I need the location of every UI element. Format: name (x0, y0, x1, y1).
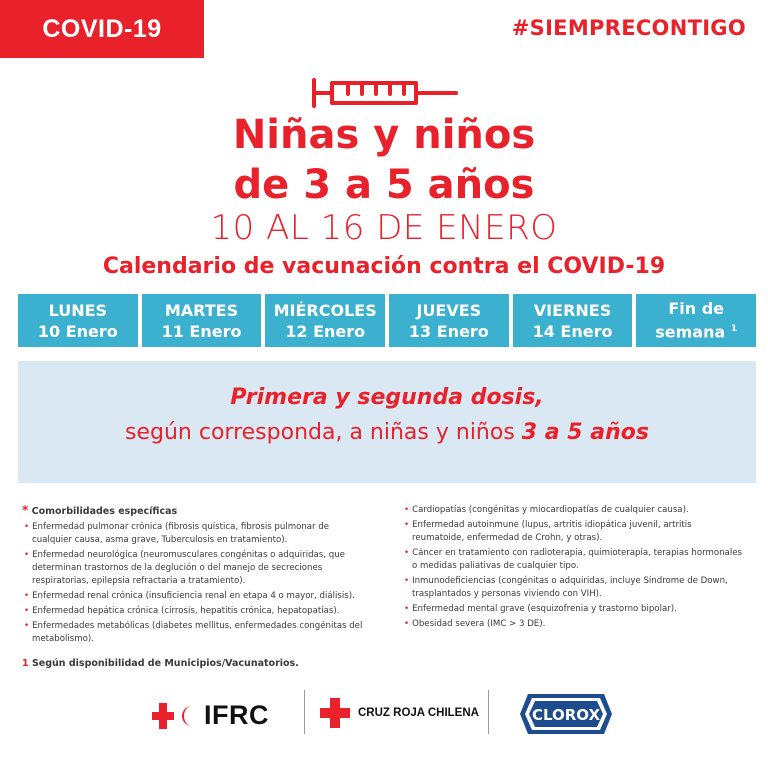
day-date-weekend (636, 319, 756, 342)
list-item: • Inmunodeficiencias (congénitas o adquiridas, incluye Síndrome de Down, trasplantados y personas viviendo con VIH). (402, 575, 742, 601)
list-item: • Enfermedad renal crónica (insuficiencia renal en etapa 4 o mayor, diálisis). (22, 590, 370, 603)
dose-line-1: Primera y segunda dosis, (230, 385, 544, 410)
day-friday (513, 294, 633, 347)
footnote-text: Según disponibilidad de Municipios/Vacunatorios. (31, 658, 299, 669)
date-range: 10 AL 16 DE ENERO (210, 208, 558, 248)
cruz-roja-text: CRUZ ROJA CHILENA (358, 707, 479, 719)
list-item: • Cáncer en tratamiento con radioterapia, quimioterapia, terapias hormonales o medidas paliativas de cualquier tipo. (402, 547, 742, 573)
day-name: LUNES (48, 300, 108, 320)
list-item: • Obesidad severa (IMC > 3 DE). (402, 618, 742, 631)
cruz-roja-logo (320, 698, 479, 728)
day-name: MARTES (164, 300, 239, 320)
day-name: VIERNES (533, 300, 612, 320)
day-name: Fin de (668, 299, 725, 319)
list-item: • Cardiopatías (congénitas y miocardiopatías de cualquier causa). (402, 504, 742, 517)
footnote (22, 658, 299, 669)
comorbidities-title-text: Comorbilidades específicas (31, 506, 178, 517)
day-date: 13 Enero (408, 321, 489, 341)
day-monday (18, 294, 138, 347)
clorox-text: CLOROX (531, 706, 601, 724)
list-item: • Enfermedad hepática crónica (cirrosis, hepatitis crónica, hepatopatías). (22, 605, 370, 618)
logo-divider (488, 690, 489, 734)
footnote-marker: 1 (730, 324, 738, 335)
syringe-icon (310, 72, 460, 114)
calendar-subtitle: Calendario de vacunación contra el COVID-19 (102, 254, 666, 279)
comorbidities-right (402, 504, 742, 633)
dose-box (18, 361, 756, 483)
day-wednesday (265, 294, 385, 347)
day-name: JUEVES (416, 300, 482, 320)
headline-line-2: de 3 a 5 años (233, 162, 535, 208)
day-date: 10 Enero (37, 321, 118, 341)
logo-divider (304, 690, 305, 734)
ifrc-emblem-icon (152, 703, 196, 729)
day-name: MIÉRCOLES (273, 300, 377, 320)
list-item: • Enfermedad autoinmune (lupus, artritis idiopática juvenil, artritis reumatoide, enfermedad de Crohn, y otras). (402, 519, 742, 545)
dose-line-2-emphasis: 3 a 5 años (521, 420, 649, 445)
day-date: 11 Enero (161, 321, 242, 341)
dose-line-2-prefix: según corresponda, a niñas y niños (125, 420, 515, 445)
covid-tag: COVID-19 (0, 0, 204, 58)
ifrc-text: IFRC (204, 700, 269, 730)
comorbidities-left (22, 504, 370, 648)
hashtag: #SIEMPRECONTIGO (511, 16, 746, 40)
list-item: • Enfermedad mental grave (esquizofrenia y trastorno bipolar). (402, 603, 742, 616)
logos-bar (0, 684, 768, 744)
headline-line-1: Niñas y niños (232, 112, 536, 158)
comorbidities-title (22, 504, 370, 518)
day-weekend (636, 294, 756, 347)
list-item: • Enfermedad pulmonar crónica (fibrosis quística, fibrosis pulmonar de cualquier causa, asma grave, Tuberculosis en tratamiento). (22, 521, 370, 547)
ifrc-logo (152, 700, 269, 731)
asterisk: * (22, 503, 29, 517)
day-tuesday (142, 294, 262, 347)
clorox-logo (518, 690, 614, 738)
day-date: semana (655, 322, 726, 342)
day-thursday (389, 294, 509, 347)
days-row (18, 294, 756, 347)
day-date: 14 Enero (532, 321, 613, 341)
list-item: • Enfermedad neurológica (neuromusculares congénitas o adquiridas, que determinan trastornos de la deglución o del manejo de secreciones respiratorias, epilepsia refractaria a tratamiento). (22, 549, 370, 588)
dose-line-2 (18, 420, 756, 445)
day-date: 12 Enero (285, 321, 366, 341)
footnote-number: 1 (22, 658, 29, 669)
red-cross-icon (320, 698, 350, 728)
list-item: • Enfermedades metabólicas (diabetes mellitus, enfermedades congénitas del metabolismo). (22, 620, 370, 646)
